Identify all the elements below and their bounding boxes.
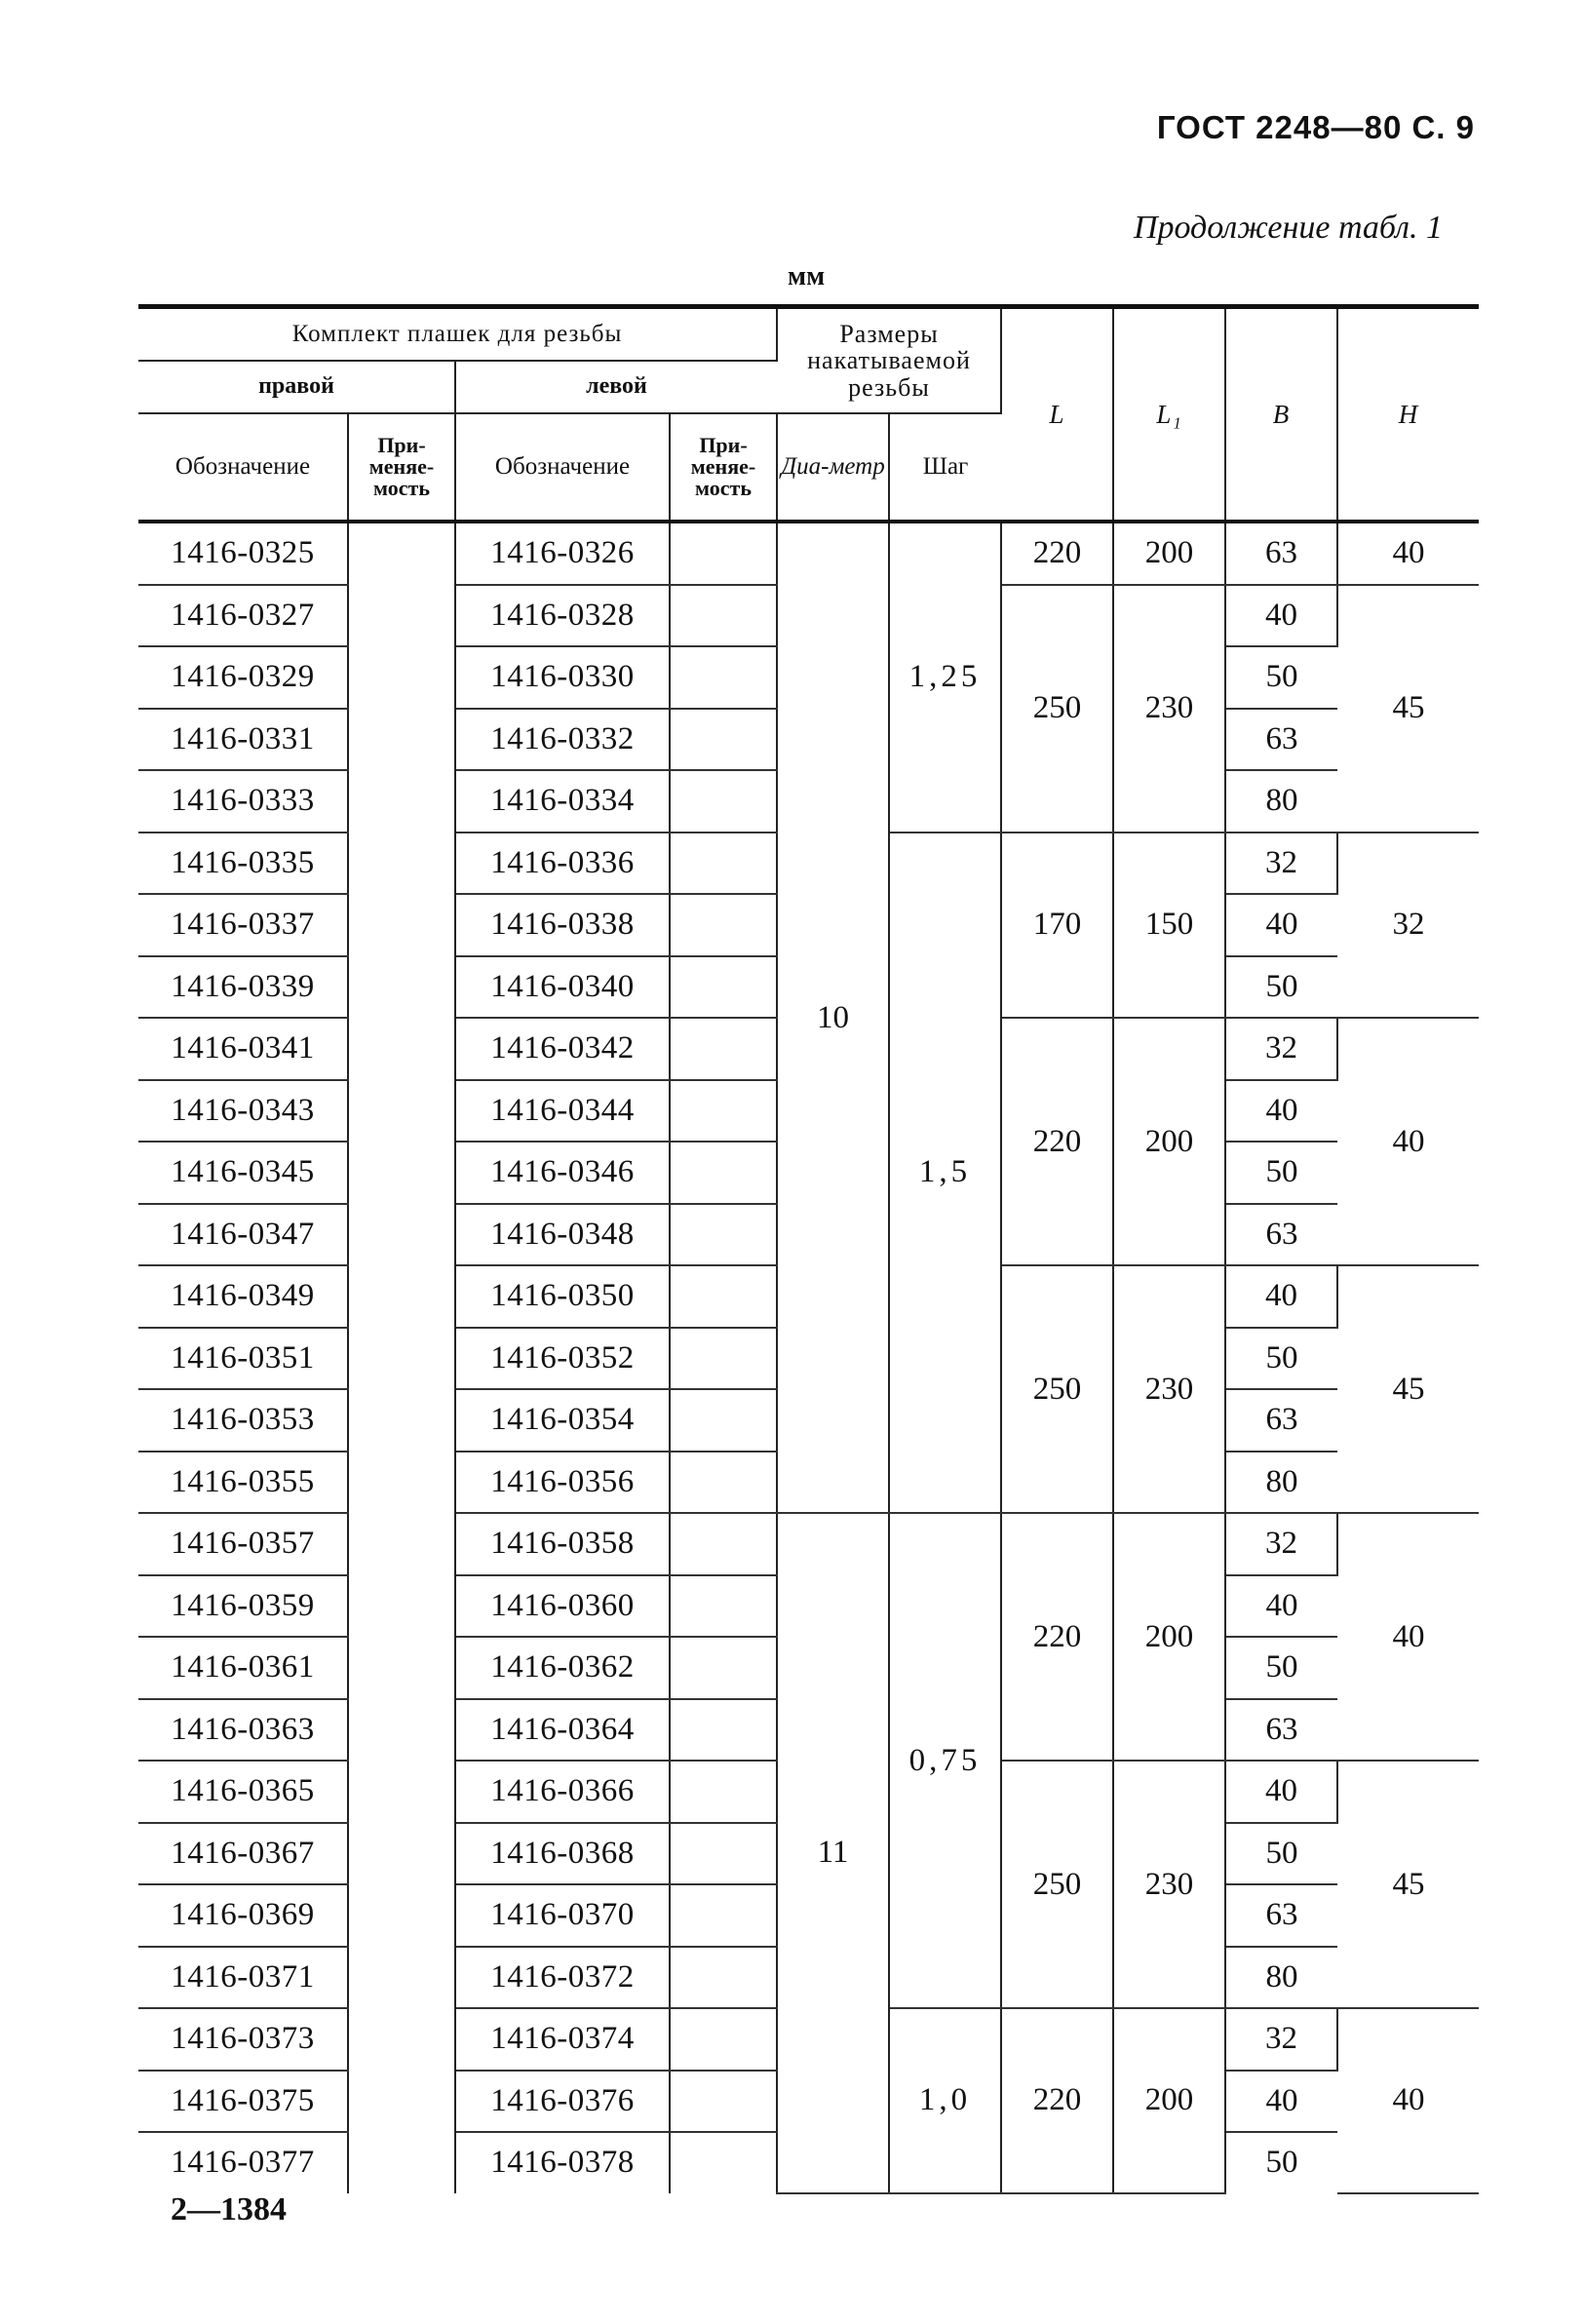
right-designation-cell: 1416-0345: [138, 1142, 348, 1204]
right-applicability-cell: [348, 1452, 455, 1514]
b-cell: 32: [1225, 833, 1337, 895]
right-applicability-cell: [348, 1637, 455, 1699]
header-pitch: Шаг: [889, 413, 1001, 522]
right-applicability-cell: [348, 585, 455, 647]
b-cell: 50: [1225, 1637, 1337, 1699]
right-applicability-cell: [348, 956, 455, 1019]
right-applicability-cell: [348, 2071, 455, 2133]
left-designation-cell: 1416-0326: [455, 522, 670, 585]
l-cell: 220: [1001, 2008, 1113, 2193]
b-cell: 63: [1225, 1699, 1337, 1762]
table-row: [138, 1513, 1479, 1575]
b-cell: 80: [1225, 770, 1337, 833]
table-body: [138, 522, 1479, 2193]
right-applicability-cell: [348, 1823, 455, 1885]
h-cell: 40: [1337, 1018, 1479, 1265]
left-designation-cell: 1416-0368: [455, 1823, 670, 1885]
b-cell: 40: [1225, 894, 1337, 956]
b-cell: 40: [1225, 2071, 1337, 2133]
l-cell: 220: [1001, 1018, 1113, 1265]
right-designation-cell: 1416-0341: [138, 1018, 348, 1080]
b-cell: 32: [1225, 2008, 1337, 2071]
right-designation-cell: 1416-0373: [138, 2008, 348, 2071]
header-L: L: [1001, 307, 1113, 523]
header-H: H: [1337, 307, 1479, 523]
b-cell: 32: [1225, 1018, 1337, 1080]
b-cell: 40: [1225, 1265, 1337, 1328]
right-applicability-cell: [348, 2008, 455, 2071]
l1-cell: 200: [1113, 1018, 1225, 1265]
header-designation-left: Обозначение: [455, 413, 670, 522]
b-cell: 40: [1225, 585, 1337, 647]
left-applicability-cell: [670, 522, 777, 585]
left-applicability-cell: [670, 1142, 777, 1204]
b-cell: 50: [1265, 2145, 1298, 2181]
h-cell: 45: [1337, 585, 1479, 833]
header-B: B: [1225, 307, 1337, 523]
left-designation-cell: 1416-0342: [455, 1018, 670, 1080]
left-designation-cell: 1416-0366: [455, 1761, 670, 1823]
right-designation-cell: 1416-0359: [138, 1575, 348, 1638]
left-applicability-cell: [670, 1761, 777, 1823]
left-designation-cell: 1416-0360: [455, 1575, 670, 1638]
left-designation-cell: 1416-0362: [455, 1637, 670, 1699]
left-designation-cell: 1416-0378: [455, 2132, 670, 2193]
b-cell: 50: [1225, 1823, 1337, 1885]
right-designation-cell: 1416-0355: [138, 1452, 348, 1514]
right-applicability-cell: [348, 1328, 455, 1390]
left-applicability-cell: [670, 1947, 777, 2009]
b-cell: 63: [1225, 1204, 1337, 1266]
right-designation-cell: 1416-0333: [138, 770, 348, 833]
b-cell: 63: [1225, 1884, 1337, 1947]
l-cell: 250: [1001, 1761, 1113, 2008]
l-cell: 250: [1001, 1265, 1113, 1513]
h-cell: 40: [1337, 2008, 1479, 2193]
right-applicability-cell: [348, 522, 455, 585]
left-applicability-cell: [670, 2071, 777, 2133]
l1-cell: 200: [1113, 2008, 1225, 2193]
b-cell: 32: [1225, 1513, 1337, 1575]
header-applicability-left: При-меняе-мость: [670, 413, 777, 522]
right-applicability-cell: [348, 646, 455, 709]
header-applicability-right: При-меняе-мость: [348, 413, 455, 522]
right-designation-cell: 1416-0325: [138, 522, 348, 585]
right-applicability-cell: [348, 894, 455, 956]
header-left: левой: [455, 361, 777, 413]
l-cell: 250: [1001, 585, 1113, 833]
right-designation-cell: 1416-0361: [138, 1637, 348, 1699]
l1-cell: 230: [1113, 585, 1225, 833]
b-cell: 80: [1225, 1947, 1337, 2009]
left-applicability-cell: [670, 1575, 777, 1638]
left-applicability-cell: [670, 1389, 777, 1452]
left-applicability-cell: [670, 2008, 777, 2071]
right-applicability-cell: [348, 1575, 455, 1638]
right-applicability-cell: [348, 1142, 455, 1204]
header-designation-right: Обозначение: [138, 413, 348, 522]
left-designation-cell: 1416-0344: [455, 1080, 670, 1143]
right-designation-cell: 1416-0369: [138, 1884, 348, 1947]
right-designation-cell: 1416-0363: [138, 1699, 348, 1762]
right-applicability-cell: [348, 1699, 455, 1762]
right-applicability-cell: [348, 1018, 455, 1080]
left-designation-cell: 1416-0350: [455, 1265, 670, 1328]
b-cell: 63: [1225, 522, 1337, 585]
header-die-set: Комплект плашек для резьбы: [138, 307, 777, 362]
left-designation-cell: 1416-0336: [455, 833, 670, 895]
b-cell: 63: [1225, 709, 1337, 771]
pitch-cell: 1,0: [889, 2008, 1001, 2193]
left-applicability-cell: [670, 1328, 777, 1390]
left-designation-cell: 1416-0376: [455, 2071, 670, 2133]
b-cell: 50: [1225, 1328, 1337, 1390]
b-cell: 40: [1225, 1080, 1337, 1143]
header-diameter: Диа-метр: [777, 413, 889, 522]
right-designation-cell: 1416-0367: [138, 1823, 348, 1885]
header-thread-size: Размеры накатываемой резьбы: [777, 307, 1001, 414]
b-cell: 50: [1225, 1142, 1337, 1204]
h-cell: 45: [1337, 1761, 1479, 2008]
right-designation-cell: 1416-0335: [138, 833, 348, 895]
units-label: мм: [788, 261, 826, 291]
pitch-cell: 1,25: [889, 522, 1001, 833]
right-applicability-cell: [348, 1265, 455, 1328]
l1-cell: 230: [1113, 1265, 1225, 1513]
right-designation-cell: 1416-0327: [138, 585, 348, 647]
left-applicability-cell: [670, 1513, 777, 1575]
right-applicability-cell: [348, 833, 455, 895]
left-designation-cell: 1416-0346: [455, 1142, 670, 1204]
right-applicability-cell: [348, 1513, 455, 1575]
left-designation-cell: 1416-0364: [455, 1699, 670, 1762]
diameter-cell: 11: [777, 1513, 889, 2193]
diameter-cell: 10: [777, 522, 889, 1513]
right-designation-cell: 1416-0357: [138, 1513, 348, 1575]
right-applicability-cell: [348, 1389, 455, 1452]
left-applicability-cell: [670, 833, 777, 895]
left-designation-cell: 1416-0352: [455, 1328, 670, 1390]
right-applicability-cell: [348, 1761, 455, 1823]
right-applicability-cell: [348, 2132, 455, 2193]
left-designation-cell: 1416-0358: [455, 1513, 670, 1575]
left-applicability-cell: [670, 2132, 777, 2193]
h-cell: 45: [1337, 1265, 1479, 1513]
right-applicability-cell: [348, 1947, 455, 2009]
left-applicability-cell: [670, 1018, 777, 1080]
left-applicability-cell: [670, 1699, 777, 1762]
left-applicability-cell: [670, 1637, 777, 1699]
dies-table: [138, 304, 1479, 2194]
right-applicability-cell: [348, 709, 455, 771]
l-cell: 170: [1001, 833, 1113, 1019]
left-applicability-cell: [670, 1452, 777, 1514]
page-footer: 2—1384: [171, 2191, 287, 2227]
left-designation-cell: 1416-0348: [455, 1204, 670, 1266]
left-applicability-cell: [670, 1884, 777, 1947]
left-applicability-cell: [670, 956, 777, 1019]
right-designation-cell: 1416-0343: [138, 1080, 348, 1143]
pitch-cell: 0,75: [889, 1513, 1001, 2008]
left-applicability-cell: [670, 646, 777, 709]
left-designation-cell: 1416-0330: [455, 646, 670, 709]
left-applicability-cell: [670, 1823, 777, 1885]
left-designation-cell: 1416-0370: [455, 1884, 670, 1947]
l1-cell: 230: [1113, 1761, 1225, 2008]
table-row: [138, 522, 1479, 585]
right-designation-cell: 1416-0353: [138, 1389, 348, 1452]
b-cell: 80: [1225, 1452, 1337, 1514]
right-applicability-cell: [348, 770, 455, 833]
right-designation-cell: 1416-0371: [138, 1947, 348, 2009]
right-designation-cell: 1416-0377: [138, 2132, 348, 2193]
l1-cell: 150: [1113, 833, 1225, 1019]
left-designation-cell: 1416-0338: [455, 894, 670, 956]
left-designation-cell: 1416-0340: [455, 956, 670, 1019]
h-cell: 40: [1337, 522, 1479, 585]
b-cell: 50: [1225, 956, 1337, 1019]
right-designation-cell: 1416-0331: [138, 709, 348, 771]
b-cell: 40: [1225, 1761, 1337, 1823]
header-right: правой: [138, 361, 455, 413]
right-designation-cell: 1416-0337: [138, 894, 348, 956]
l-cell: 220: [1001, 522, 1113, 585]
left-applicability-cell: [670, 709, 777, 771]
right-applicability-cell: [348, 1204, 455, 1266]
right-designation-cell: 1416-0339: [138, 956, 348, 1019]
l1-cell: 200: [1113, 522, 1225, 585]
left-applicability-cell: [670, 894, 777, 956]
l-cell: 220: [1001, 1513, 1113, 1761]
right-designation-cell: 1416-0375: [138, 2071, 348, 2133]
right-designation-cell: 1416-0329: [138, 646, 348, 709]
header-L1: L₁: [1113, 307, 1225, 523]
right-applicability-cell: [348, 1080, 455, 1143]
right-designation-cell: 1416-0365: [138, 1761, 348, 1823]
page-header: ГОСТ 2248—80 С. 9: [1156, 109, 1475, 145]
left-applicability-cell: [670, 1204, 777, 1266]
b-cell: 63: [1225, 1389, 1337, 1452]
h-cell: 40: [1337, 1513, 1479, 1761]
l1-cell: 200: [1113, 1513, 1225, 1761]
pitch-cell: 1,5: [889, 833, 1001, 1514]
left-applicability-cell: [670, 585, 777, 647]
right-designation-cell: 1416-0347: [138, 1204, 348, 1266]
left-designation-cell: 1416-0374: [455, 2008, 670, 2071]
left-designation-cell: 1416-0332: [455, 709, 670, 771]
b-cell: 50: [1225, 646, 1337, 709]
left-designation-cell: 1416-0356: [455, 1452, 670, 1514]
left-applicability-cell: [670, 1265, 777, 1328]
left-designation-cell: 1416-0354: [455, 1389, 670, 1452]
left-designation-cell: 1416-0334: [455, 770, 670, 833]
left-applicability-cell: [670, 1080, 777, 1143]
left-designation-cell: 1416-0328: [455, 585, 670, 647]
h-cell: 32: [1337, 833, 1479, 1019]
right-designation-cell: 1416-0351: [138, 1328, 348, 1390]
b-cell: 40: [1225, 1575, 1337, 1638]
left-applicability-cell: [670, 770, 777, 833]
right-applicability-cell: [348, 1884, 455, 1947]
right-designation-cell: 1416-0349: [138, 1265, 348, 1328]
left-designation-cell: 1416-0372: [455, 1947, 670, 2009]
table-continuation-caption: Продолжение табл. 1: [1133, 210, 1443, 246]
